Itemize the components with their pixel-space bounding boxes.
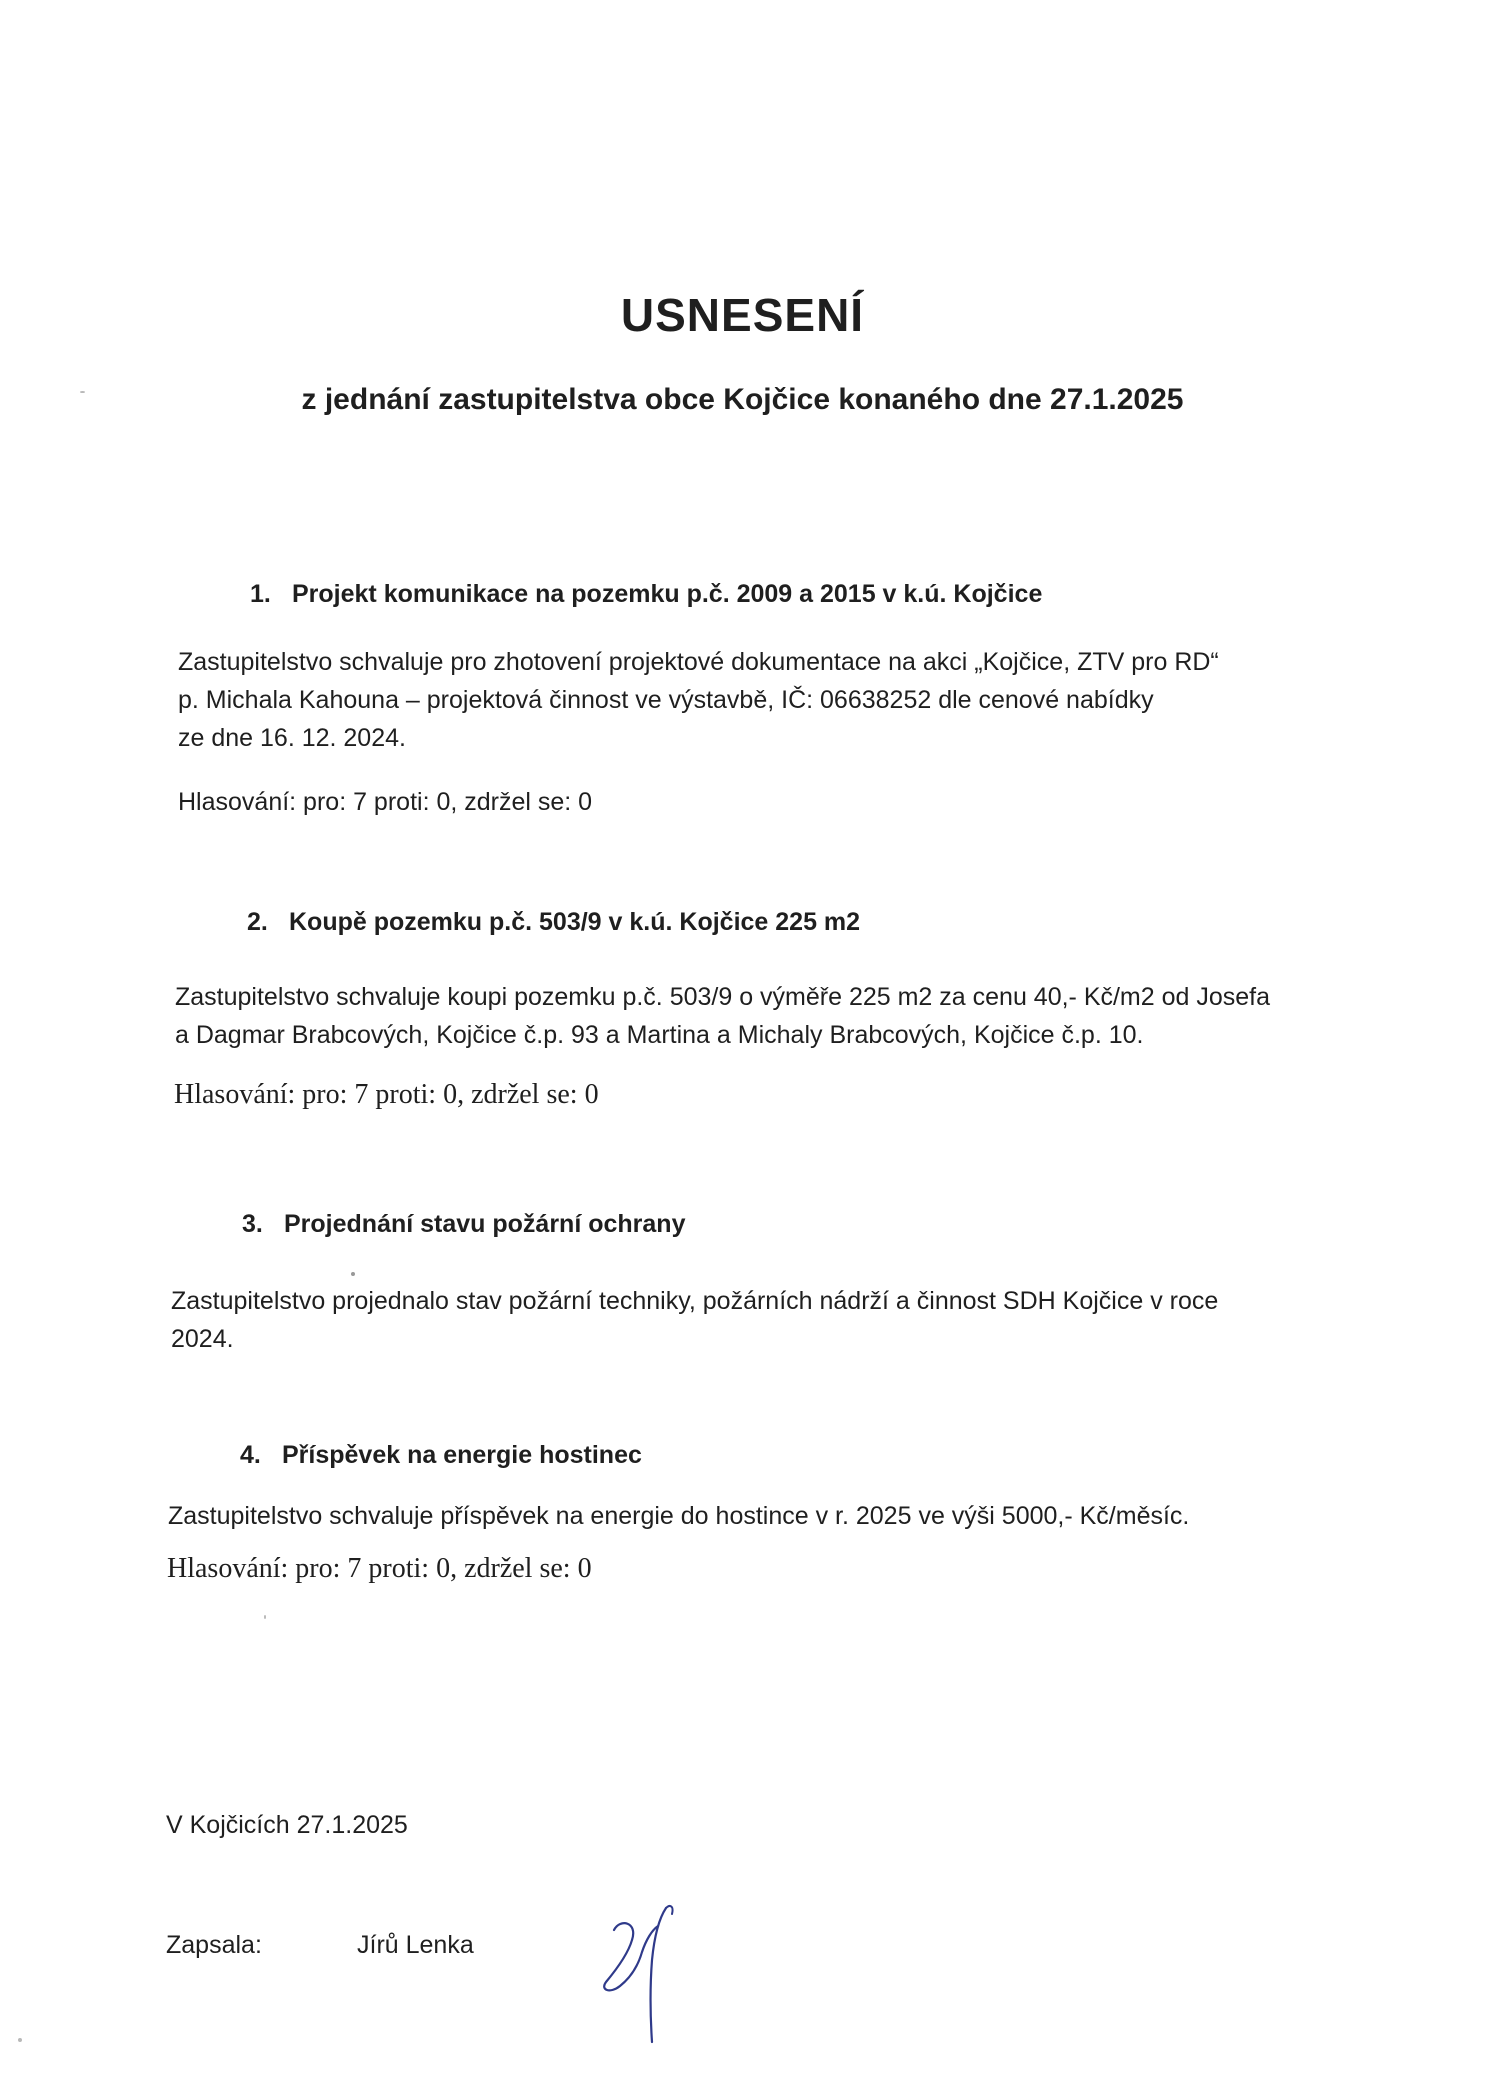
document-title: USNESENÍ: [620, 289, 865, 341]
item-3-heading: [242, 1210, 685, 1239]
text-line: Zastupitelstvo schvaluje pro zhotovení projektové dokumentace na akci „Kojčice, ZTV pro RD“: [178, 648, 1219, 676]
item-heading-text: Projekt komunikace na pozemku p.č. 2009 a 2015 v k.ú. Kojčice: [292, 580, 1043, 608]
text-line: ze dne 16. 12. 2024.: [178, 724, 406, 752]
item-1-heading: [250, 580, 1042, 609]
text-line: Zastupitelstvo schvaluje koupi pozemku p.č. 503/9 o výměře 225 m2 za cenu 40,- Kč/m2 od Josefa: [175, 983, 1271, 1011]
item-heading-text: Koupě pozemku p.č. 503/9 v k.ú. Kojčice 225 m2: [289, 908, 861, 936]
item-heading-text: Projednání stavu požární ochrany: [284, 1210, 686, 1238]
text-line: Zastupitelstvo projednalo stav požární techniky, požárních nádrží a činnost SDH Kojčice v roce: [171, 1287, 1219, 1315]
scan-speck: [351, 1272, 355, 1276]
item-number: 3.: [242, 1210, 263, 1238]
item-2-text: [175, 978, 1270, 1054]
text-line: p. Michala Kahouna – projektová činnost ve výstavbě, IČ: 06638252 dle cenové nabídky: [178, 686, 1154, 714]
item-number: 4.: [240, 1441, 261, 1469]
item-4-heading: [240, 1441, 642, 1470]
scan-speck: [18, 2038, 22, 2042]
place-and-date: V Kojčicích 27.1.2025: [166, 1811, 408, 1839]
recorder-name: Jírů Lenka: [357, 1931, 474, 1959]
text-line: a Dagmar Brabcových, Kojčice č.p. 93 a Martina a Michaly Brabcových, Kojčice č.p. 10.: [175, 1021, 1144, 1049]
item-4-vote: Hlasování: pro: 7 proti: 0, zdržel se: 0: [167, 1553, 592, 1584]
scan-speck: [264, 1615, 266, 1619]
item-heading-text: Příspěvek na energie hostinec: [282, 1441, 642, 1469]
item-1-vote: Hlasování: pro: 7 proti: 0, zdržel se: 0: [178, 788, 593, 816]
recorder-label: Zapsala:: [166, 1931, 262, 1959]
scan-speck: [80, 391, 85, 393]
item-2-vote: Hlasování: pro: 7 proti: 0, zdržel se: 0: [174, 1079, 599, 1110]
item-2-heading: [247, 908, 860, 937]
handwritten-signature: [596, 1900, 706, 2050]
document-subtitle: z jednání zastupitelstva obce Kojčice konaného dne 27.1.2025: [301, 383, 1184, 416]
text-line: Zastupitelstvo schvaluje příspěvek na energie do hostince v r. 2025 ve výši 5000,- Kč/měsíc.: [168, 1502, 1190, 1530]
item-number: 1.: [250, 580, 271, 608]
item-number: 2.: [247, 908, 268, 936]
item-1-text: [178, 643, 1219, 757]
item-4-text: [168, 1497, 1189, 1535]
item-3-text: [171, 1282, 1218, 1358]
text-line: 2024.: [171, 1325, 234, 1353]
